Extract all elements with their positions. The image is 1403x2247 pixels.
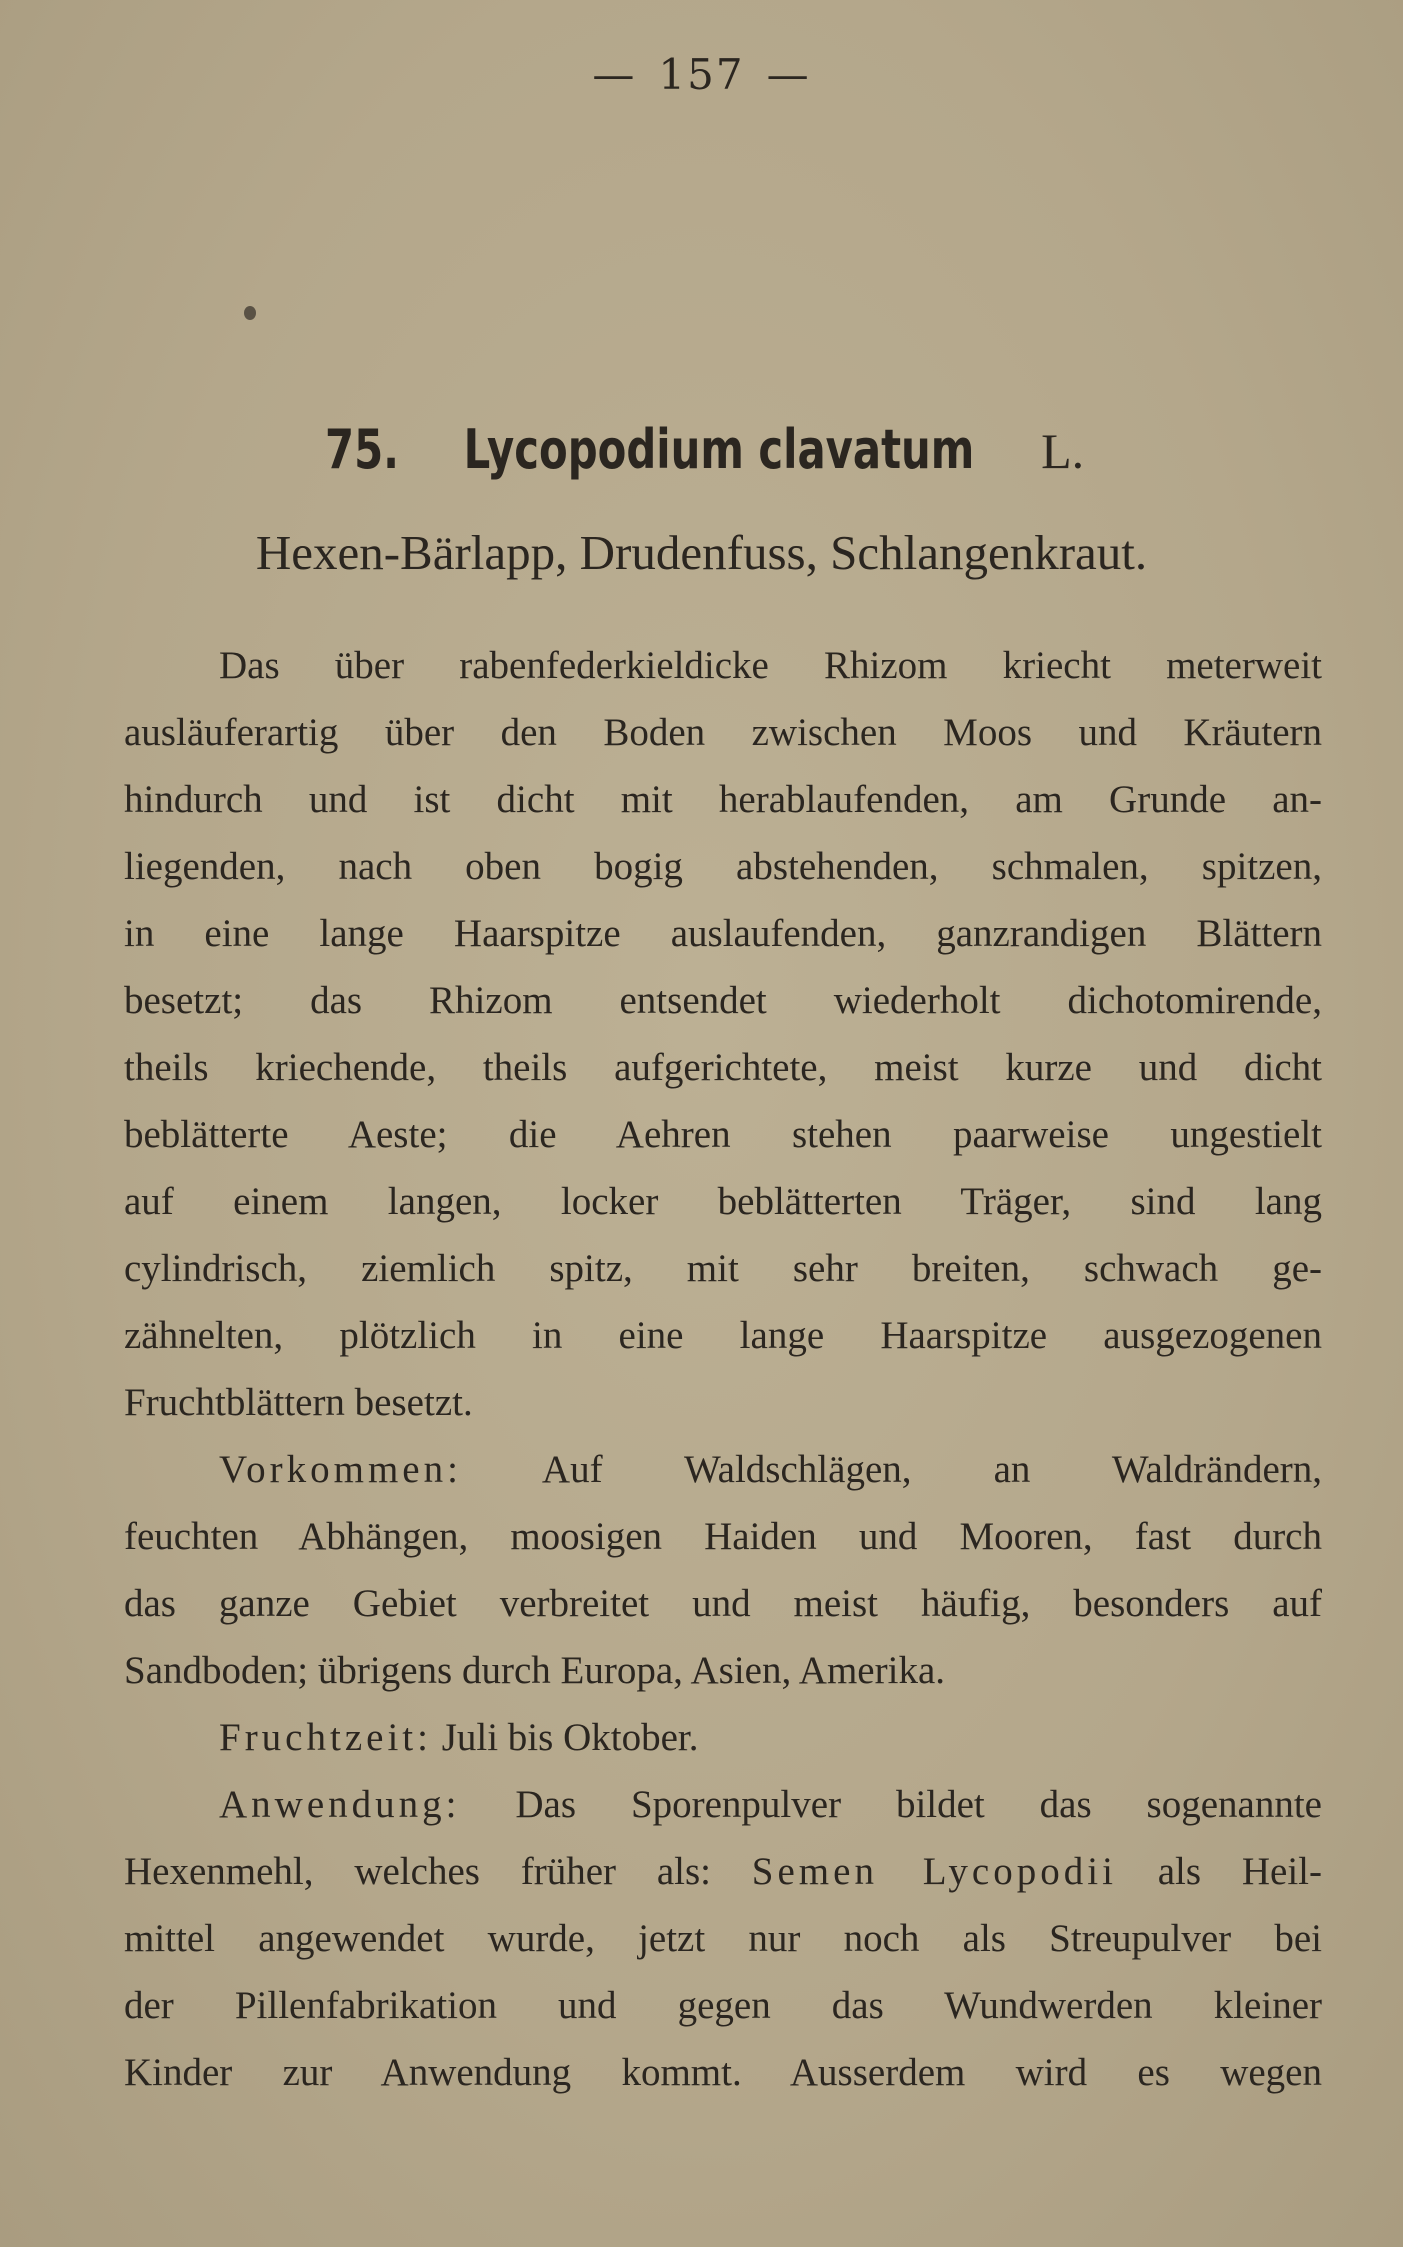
text-line: das ganze Gebiet verbreitet und meist häufig, besonders auf	[124, 1582, 1322, 1625]
text-line: beblätterte Aeste; die Aehren stehen paarweise ungestielt	[124, 1113, 1322, 1156]
common-names: Hexen-Bärlapp, Drudenfuss, Schlangenkraut.	[255, 525, 1148, 580]
text-line: zähnelten, plötzlich in eine lange Haarspitze ausgezogenen	[124, 1314, 1322, 1357]
fruchtzeit-label: Fruchtzeit:	[219, 1716, 432, 1759]
anwendung-line	[124, 1771, 1322, 1838]
vorkommen-text: Auf Waldschlägen, an Waldrändern,	[541, 1448, 1322, 1491]
author-abbreviation: L.	[1041, 423, 1085, 479]
page-number-dash-left: —	[592, 50, 637, 99]
fruchtzeit-text: Juli bis Oktober.	[441, 1716, 699, 1759]
latin-name: Lycopodium clavatum	[463, 418, 975, 481]
text-line: mittel angewendet wurde, jetzt nur noch als Streupulver bei	[124, 1917, 1322, 1960]
text-line: der Pillenfabrikation und gegen das Wundwerden kleiner	[124, 1984, 1322, 2027]
text-line: besetzt; das Rhizom entsendet wiederholt dichotomirende,	[124, 979, 1322, 1022]
fruchtzeit-line	[124, 1704, 1322, 1771]
text-line: feuchten Abhängen, moosigen Haiden und Mooren, fast durch	[124, 1515, 1322, 1558]
text-segment: als Heil-	[1157, 1850, 1322, 1893]
text-line: in eine lange Haarspitze auslaufenden, ganzrandigen Blättern	[124, 912, 1322, 955]
vorkommen-line	[124, 1436, 1322, 1503]
text-segment: Hexenmehl, welches früher als:	[124, 1850, 711, 1893]
text-line: Das über rabenfederkieldicke Rhizom kriecht meterweit	[219, 644, 1322, 687]
text-line: theils kriechende, theils aufgerichtete, meist kurze und dicht	[124, 1046, 1322, 1089]
text-line	[124, 1838, 1322, 1905]
anwendung-label: Anwendung:	[219, 1783, 461, 1826]
text-line: hindurch und ist dicht mit herablaufenden, am Grunde an-	[124, 778, 1322, 821]
text-line: auf einem langen, locker beblätterten Träger, sind lang	[124, 1180, 1322, 1223]
vorkommen-label: Vorkommen:	[219, 1448, 462, 1491]
page-number-dash-right: —	[766, 50, 811, 99]
text-line: Kinder zur Anwendung kommt. Ausserdem wird es wegen	[124, 2051, 1322, 2094]
text-line: Fruchtblättern besetzt.	[124, 1381, 473, 1424]
latin-drug-name: Semen Lycopodii	[751, 1850, 1117, 1893]
body-text	[124, 632, 1322, 2106]
ink-speck	[244, 306, 256, 320]
text-line: cylindrisch, ziemlich spitz, mit sehr breiten, schwach ge-	[124, 1247, 1322, 1290]
text-line: Sandboden; übrigens durch Europa, Asien, Amerika.	[124, 1649, 945, 1692]
text-line: liegenden, nach oben bogig abstehenden, schmalen, spitzen,	[124, 845, 1322, 888]
text-line: ausläuferartig über den Boden zwischen Moos und Kräutern	[124, 711, 1322, 754]
anwendung-text: Das Sporenpulver bildet das sogenannte	[515, 1783, 1322, 1826]
entry-number: 75.	[324, 418, 399, 481]
entry-heading	[0, 415, 1403, 486]
page-number-value: 157	[658, 50, 745, 99]
page-number	[0, 50, 1403, 99]
